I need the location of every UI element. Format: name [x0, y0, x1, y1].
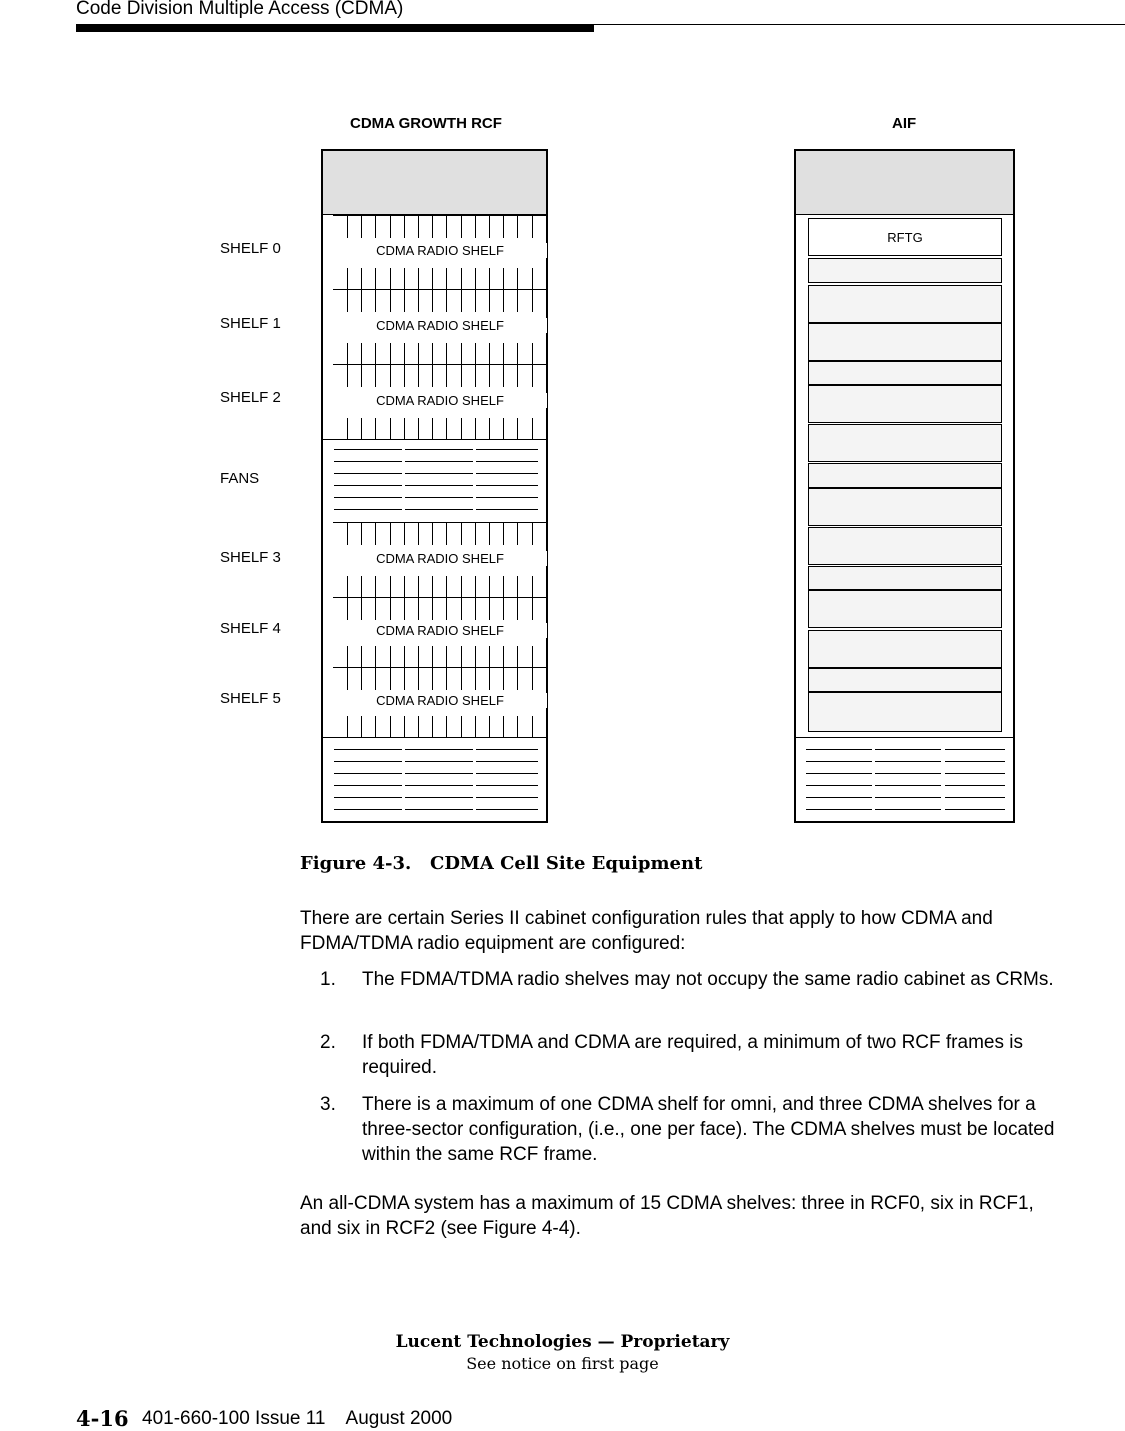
card-slot-line — [390, 268, 391, 290]
cdma-radio-shelf — [333, 289, 547, 364]
card-slot-line — [404, 576, 405, 598]
card-slot-line — [475, 365, 476, 387]
card-slot-line — [503, 418, 504, 440]
card-slot-line — [489, 598, 490, 620]
fan-grille-line — [476, 809, 538, 810]
list-item — [320, 1030, 1055, 1080]
fan-grille-line — [476, 473, 538, 474]
label-shelf-5: SHELF 5 — [220, 690, 281, 707]
card-slot-line — [390, 668, 391, 690]
card-slot-line — [404, 418, 405, 440]
aif-module — [808, 361, 1002, 385]
card-slot-line — [475, 216, 476, 238]
card-slot-line — [375, 418, 376, 440]
fan-grille-line — [806, 797, 872, 798]
card-slot-line — [489, 646, 490, 668]
card-slot-line — [375, 365, 376, 387]
card-slot-line — [361, 668, 362, 690]
card-slot-line — [446, 290, 447, 312]
running-header-title: Code Division Multiple Access (CDMA) — [76, 0, 404, 19]
card-slot-line — [418, 576, 419, 598]
card-slot-line — [347, 523, 348, 545]
card-slot-line — [375, 268, 376, 290]
card-slot-line — [532, 365, 533, 387]
card-slot-line — [390, 365, 391, 387]
card-slot-line — [461, 576, 462, 598]
card-slot-line — [532, 668, 533, 690]
card-slot-line — [517, 668, 518, 690]
card-slot-line — [503, 365, 504, 387]
cdma-radio-shelf — [333, 215, 547, 289]
card-slot-line — [546, 290, 547, 312]
card-slot-line — [390, 598, 391, 620]
card-slot-line — [489, 268, 490, 290]
card-slot-line — [461, 523, 462, 545]
card-slot-line — [517, 598, 518, 620]
card-slot-line — [404, 216, 405, 238]
card-slot-line — [475, 576, 476, 598]
card-slot-line — [347, 268, 348, 290]
fan-grille-line — [405, 773, 473, 774]
shelf-label: CDMA RADIO SHELF — [333, 693, 547, 708]
card-slot-line — [532, 418, 533, 440]
fan-grille-line — [806, 761, 872, 762]
card-slot-line — [418, 268, 419, 290]
rcf-frame-title: CDMA GROWTH RCF — [350, 115, 502, 132]
card-slot-line — [390, 343, 391, 365]
fan-grille-line — [476, 485, 538, 486]
shelf-label: CDMA RADIO SHELF — [333, 623, 547, 638]
card-slot-line — [432, 668, 433, 690]
card-slot-line — [390, 716, 391, 738]
aif-module — [808, 463, 1002, 488]
card-slot-line — [517, 646, 518, 668]
figure-caption-title: CDMA Cell Site Equipment — [430, 853, 703, 874]
aif-module — [808, 630, 1002, 668]
card-slot-line — [390, 646, 391, 668]
card-slot-line — [475, 668, 476, 690]
card-slot-line — [546, 716, 547, 738]
card-slot-line — [446, 343, 447, 365]
rcf-frame-top — [323, 151, 546, 215]
fan-grille-line — [405, 809, 473, 810]
fan-grille-line — [405, 509, 473, 510]
card-slot-line — [446, 646, 447, 668]
card-slot-line — [475, 268, 476, 290]
card-slot-line — [446, 576, 447, 598]
card-slot-line — [432, 716, 433, 738]
card-slot-line — [546, 343, 547, 365]
card-slot-line — [418, 646, 419, 668]
card-slot-line — [517, 365, 518, 387]
list-item — [320, 967, 1055, 992]
card-slot-line — [546, 418, 547, 440]
fan-grille-line — [875, 785, 941, 786]
card-slot-line — [446, 216, 447, 238]
card-slot-line — [475, 290, 476, 312]
card-slot-line — [432, 418, 433, 440]
card-slot-line — [347, 290, 348, 312]
card-slot-line — [446, 523, 447, 545]
card-slot-line — [461, 668, 462, 690]
card-slot-line — [432, 523, 433, 545]
card-slot-line — [446, 598, 447, 620]
aif-module — [808, 692, 1002, 732]
aif-module — [808, 668, 1002, 692]
card-slot-line — [489, 576, 490, 598]
card-slot-line — [532, 343, 533, 365]
rftg-unit — [808, 218, 1002, 256]
card-slot-line — [532, 523, 533, 545]
aif-module — [808, 424, 1002, 462]
card-slot-line — [404, 646, 405, 668]
list-item-text: The FDMA/TDMA radio shelves may not occupy the same radio cabinet as CRMs. — [362, 969, 1054, 990]
label-shelf-4: SHELF 4 — [220, 620, 281, 637]
aif-module — [808, 488, 1002, 526]
label-shelf-0: SHELF 0 — [220, 240, 281, 257]
aif-module — [808, 590, 1002, 628]
card-slot-line — [532, 216, 533, 238]
fan-grille-line — [334, 461, 402, 462]
rftg-label: RFTG — [887, 229, 923, 245]
fan-grille-line — [334, 473, 402, 474]
fan-grille-line — [334, 449, 402, 450]
list-item-number: 1. — [320, 969, 336, 990]
card-slot-line — [503, 598, 504, 620]
card-slot-line — [489, 343, 490, 365]
aif-module — [808, 566, 1002, 590]
card-slot-line — [461, 598, 462, 620]
card-slot-line — [489, 418, 490, 440]
card-slot-line — [517, 716, 518, 738]
list-item — [320, 1092, 1055, 1167]
frame-divider — [796, 737, 1013, 738]
card-slot-line — [532, 598, 533, 620]
fan-grille-line — [476, 797, 538, 798]
card-slot-line — [475, 343, 476, 365]
card-slot-line — [503, 216, 504, 238]
card-slot-line — [546, 646, 547, 668]
card-slot-line — [390, 418, 391, 440]
intro-paragraph: There are certain Series II cabinet configuration rules that apply to how CDMA and FDMA/TDMA radio equipment are configured: — [300, 908, 993, 954]
card-slot-line — [489, 716, 490, 738]
card-slot-line — [546, 598, 547, 620]
shelf-label: CDMA RADIO SHELF — [333, 393, 547, 408]
card-slot-line — [546, 365, 547, 387]
card-slot-line — [461, 716, 462, 738]
card-slot-line — [361, 216, 362, 238]
card-slot-line — [503, 646, 504, 668]
fan-grille-line — [405, 761, 473, 762]
card-slot-line — [418, 216, 419, 238]
fan-grille-line — [875, 797, 941, 798]
card-slot-line — [375, 343, 376, 365]
card-slot-line — [532, 268, 533, 290]
card-slot-line — [461, 646, 462, 668]
card-slot-line — [475, 646, 476, 668]
fan-grille-line — [875, 809, 941, 810]
card-slot-line — [503, 523, 504, 545]
card-slot-line — [375, 716, 376, 738]
fan-grille-line — [334, 797, 402, 798]
fan-grille-line — [405, 785, 473, 786]
card-slot-line — [361, 523, 362, 545]
card-slot-line — [375, 598, 376, 620]
card-slot-line — [461, 343, 462, 365]
card-slot-line — [390, 290, 391, 312]
fan-grille-line — [334, 509, 402, 510]
label-fans: FANS — [220, 470, 260, 487]
fan-grille-line — [476, 449, 538, 450]
card-slot-line — [390, 576, 391, 598]
card-slot-line — [361, 576, 362, 598]
fan-grille-line — [476, 497, 538, 498]
page-number: 4-16 — [76, 1406, 129, 1431]
card-slot-line — [404, 268, 405, 290]
card-slot-line — [361, 598, 362, 620]
card-slot-line — [390, 523, 391, 545]
label-shelf-3: SHELF 3 — [220, 549, 281, 566]
cdma-radio-shelf — [333, 522, 547, 597]
card-slot-line — [489, 668, 490, 690]
label-shelf-2: SHELF 2 — [220, 389, 281, 406]
fan-grille-line — [945, 809, 1005, 810]
fan-grille-line — [945, 773, 1005, 774]
list-item-text: There is a maximum of one CDMA shelf for omni, and three CDMA shelves for a three-sector configuration, (i.e., one per face). The CDMA shelves must be located within the same RCF frame. — [362, 1094, 1055, 1165]
fan-grille-line — [945, 797, 1005, 798]
card-slot-line — [418, 290, 419, 312]
card-slot-line — [532, 290, 533, 312]
card-slot-line — [461, 268, 462, 290]
fan-grille-line — [405, 749, 473, 750]
frame-divider — [323, 737, 546, 738]
card-slot-line — [461, 365, 462, 387]
aif-module — [808, 285, 1002, 323]
fan-grille-line — [476, 509, 538, 510]
document-id: 401-660-100 Issue 11 August 2000 — [142, 1408, 453, 1429]
fan-grille-line — [476, 773, 538, 774]
card-slot-line — [361, 418, 362, 440]
fan-grille-line — [334, 809, 402, 810]
aif-module — [808, 258, 1002, 283]
shelf-label: CDMA RADIO SHELF — [333, 318, 547, 333]
card-slot-line — [404, 290, 405, 312]
card-slot-line — [489, 216, 490, 238]
fan-grille-line — [334, 785, 402, 786]
card-slot-line — [404, 365, 405, 387]
card-slot-line — [418, 716, 419, 738]
card-slot-line — [461, 216, 462, 238]
frame-divider — [323, 439, 546, 440]
card-slot-line — [361, 290, 362, 312]
fan-grille-line — [476, 785, 538, 786]
card-slot-line — [503, 343, 504, 365]
fan-grille-line — [945, 785, 1005, 786]
fan-grille-line — [334, 497, 402, 498]
card-slot-line — [361, 646, 362, 668]
card-slot-line — [347, 365, 348, 387]
aif-module — [808, 385, 1002, 423]
card-slot-line — [489, 523, 490, 545]
card-slot-line — [432, 598, 433, 620]
fan-grille-line — [405, 473, 473, 474]
fan-grille-line — [476, 461, 538, 462]
card-slot-line — [475, 523, 476, 545]
fan-grille-line — [945, 761, 1005, 762]
card-slot-line — [503, 716, 504, 738]
fan-grille-line — [405, 797, 473, 798]
card-slot-line — [532, 646, 533, 668]
figure-caption — [300, 853, 702, 874]
footer-notice: See notice on first page — [466, 1354, 659, 1373]
card-slot-line — [418, 598, 419, 620]
card-slot-line — [375, 523, 376, 545]
card-slot-line — [475, 716, 476, 738]
fan-grille-line — [334, 773, 402, 774]
label-shelf-1: SHELF 1 — [220, 315, 281, 332]
card-slot-line — [475, 418, 476, 440]
fan-grille-line — [875, 773, 941, 774]
card-slot-line — [347, 716, 348, 738]
fan-grille-line — [875, 761, 941, 762]
card-slot-line — [532, 716, 533, 738]
card-slot-line — [446, 365, 447, 387]
fan-grille-line — [806, 773, 872, 774]
card-slot-line — [418, 668, 419, 690]
card-slot-line — [446, 418, 447, 440]
card-slot-line — [361, 268, 362, 290]
card-slot-line — [361, 343, 362, 365]
card-slot-line — [418, 343, 419, 365]
card-slot-line — [347, 598, 348, 620]
shelf-label: CDMA RADIO SHELF — [333, 243, 547, 258]
footer-company: Lucent Technologies — Proprietary — [395, 1332, 730, 1352]
fan-grille-line — [334, 761, 402, 762]
card-slot-line — [517, 418, 518, 440]
card-slot-line — [489, 290, 490, 312]
fan-grille-line — [405, 449, 473, 450]
card-slot-line — [517, 216, 518, 238]
cdma-radio-shelf — [333, 597, 547, 667]
aif-module — [808, 323, 1002, 361]
fan-grille-line — [476, 749, 538, 750]
fan-grille-line — [875, 749, 941, 750]
card-slot-line — [347, 576, 348, 598]
card-slot-line — [517, 576, 518, 598]
closing-paragraph: An all-CDMA system has a maximum of 15 CDMA shelves: three in RCF0, six in RCF1, and six in RCF2 (see Figure 4-4). — [300, 1193, 1034, 1239]
card-slot-line — [446, 716, 447, 738]
fan-grille-line — [405, 497, 473, 498]
card-slot-line — [375, 576, 376, 598]
rcf-frame — [321, 149, 548, 823]
card-slot-line — [546, 668, 547, 690]
card-slot-line — [418, 523, 419, 545]
card-slot-line — [347, 343, 348, 365]
cdma-radio-shelf — [333, 364, 547, 439]
card-slot-line — [361, 365, 362, 387]
card-slot-line — [361, 716, 362, 738]
card-slot-line — [461, 418, 462, 440]
card-slot-line — [546, 216, 547, 238]
card-slot-line — [546, 268, 547, 290]
card-slot-line — [446, 668, 447, 690]
card-slot-line — [432, 365, 433, 387]
aif-frame-title: AIF — [892, 115, 917, 132]
card-slot-line — [546, 523, 547, 545]
fan-grille-line — [806, 785, 872, 786]
fan-grille-line — [806, 749, 872, 750]
card-slot-line — [418, 418, 419, 440]
card-slot-line — [404, 716, 405, 738]
card-slot-line — [517, 523, 518, 545]
card-slot-line — [432, 343, 433, 365]
card-slot-line — [432, 290, 433, 312]
card-slot-line — [446, 268, 447, 290]
card-slot-line — [432, 576, 433, 598]
fan-grille-line — [334, 749, 402, 750]
card-slot-line — [404, 523, 405, 545]
card-slot-line — [347, 668, 348, 690]
fan-grille-line — [405, 485, 473, 486]
card-slot-line — [517, 343, 518, 365]
list-item-text: If both FDMA/TDMA and CDMA are required, a minimum of two RCF frames is required. — [362, 1032, 1023, 1078]
card-slot-line — [375, 646, 376, 668]
card-slot-line — [517, 268, 518, 290]
fan-grille-line — [334, 485, 402, 486]
card-slot-line — [390, 216, 391, 238]
card-slot-line — [432, 216, 433, 238]
list-item-number: 2. — [320, 1032, 336, 1053]
card-slot-line — [503, 268, 504, 290]
card-slot-line — [347, 418, 348, 440]
card-slot-line — [347, 646, 348, 668]
card-slot-line — [432, 646, 433, 668]
card-slot-line — [375, 290, 376, 312]
card-slot-line — [404, 343, 405, 365]
card-slot-line — [432, 268, 433, 290]
shelf-label: CDMA RADIO SHELF — [333, 551, 547, 566]
card-slot-line — [503, 290, 504, 312]
card-slot-line — [461, 290, 462, 312]
card-slot-line — [489, 365, 490, 387]
list-item-number: 3. — [320, 1094, 336, 1115]
card-slot-line — [532, 576, 533, 598]
card-slot-line — [347, 216, 348, 238]
aif-frame — [794, 149, 1015, 823]
cdma-radio-shelf — [333, 667, 547, 737]
card-slot-line — [503, 576, 504, 598]
aif-module — [808, 527, 1002, 565]
figure-caption-number: Figure 4-3. — [300, 853, 412, 874]
card-slot-line — [517, 290, 518, 312]
card-slot-line — [503, 668, 504, 690]
aif-frame-top — [796, 151, 1013, 215]
fan-grille-line — [405, 461, 473, 462]
card-slot-line — [404, 668, 405, 690]
card-slot-line — [375, 216, 376, 238]
card-slot-line — [404, 598, 405, 620]
fan-grille-line — [476, 761, 538, 762]
card-slot-line — [475, 598, 476, 620]
card-slot-line — [546, 576, 547, 598]
card-slot-line — [375, 668, 376, 690]
fan-grille-line — [806, 809, 872, 810]
fan-grille-line — [945, 749, 1005, 750]
card-slot-line — [418, 365, 419, 387]
